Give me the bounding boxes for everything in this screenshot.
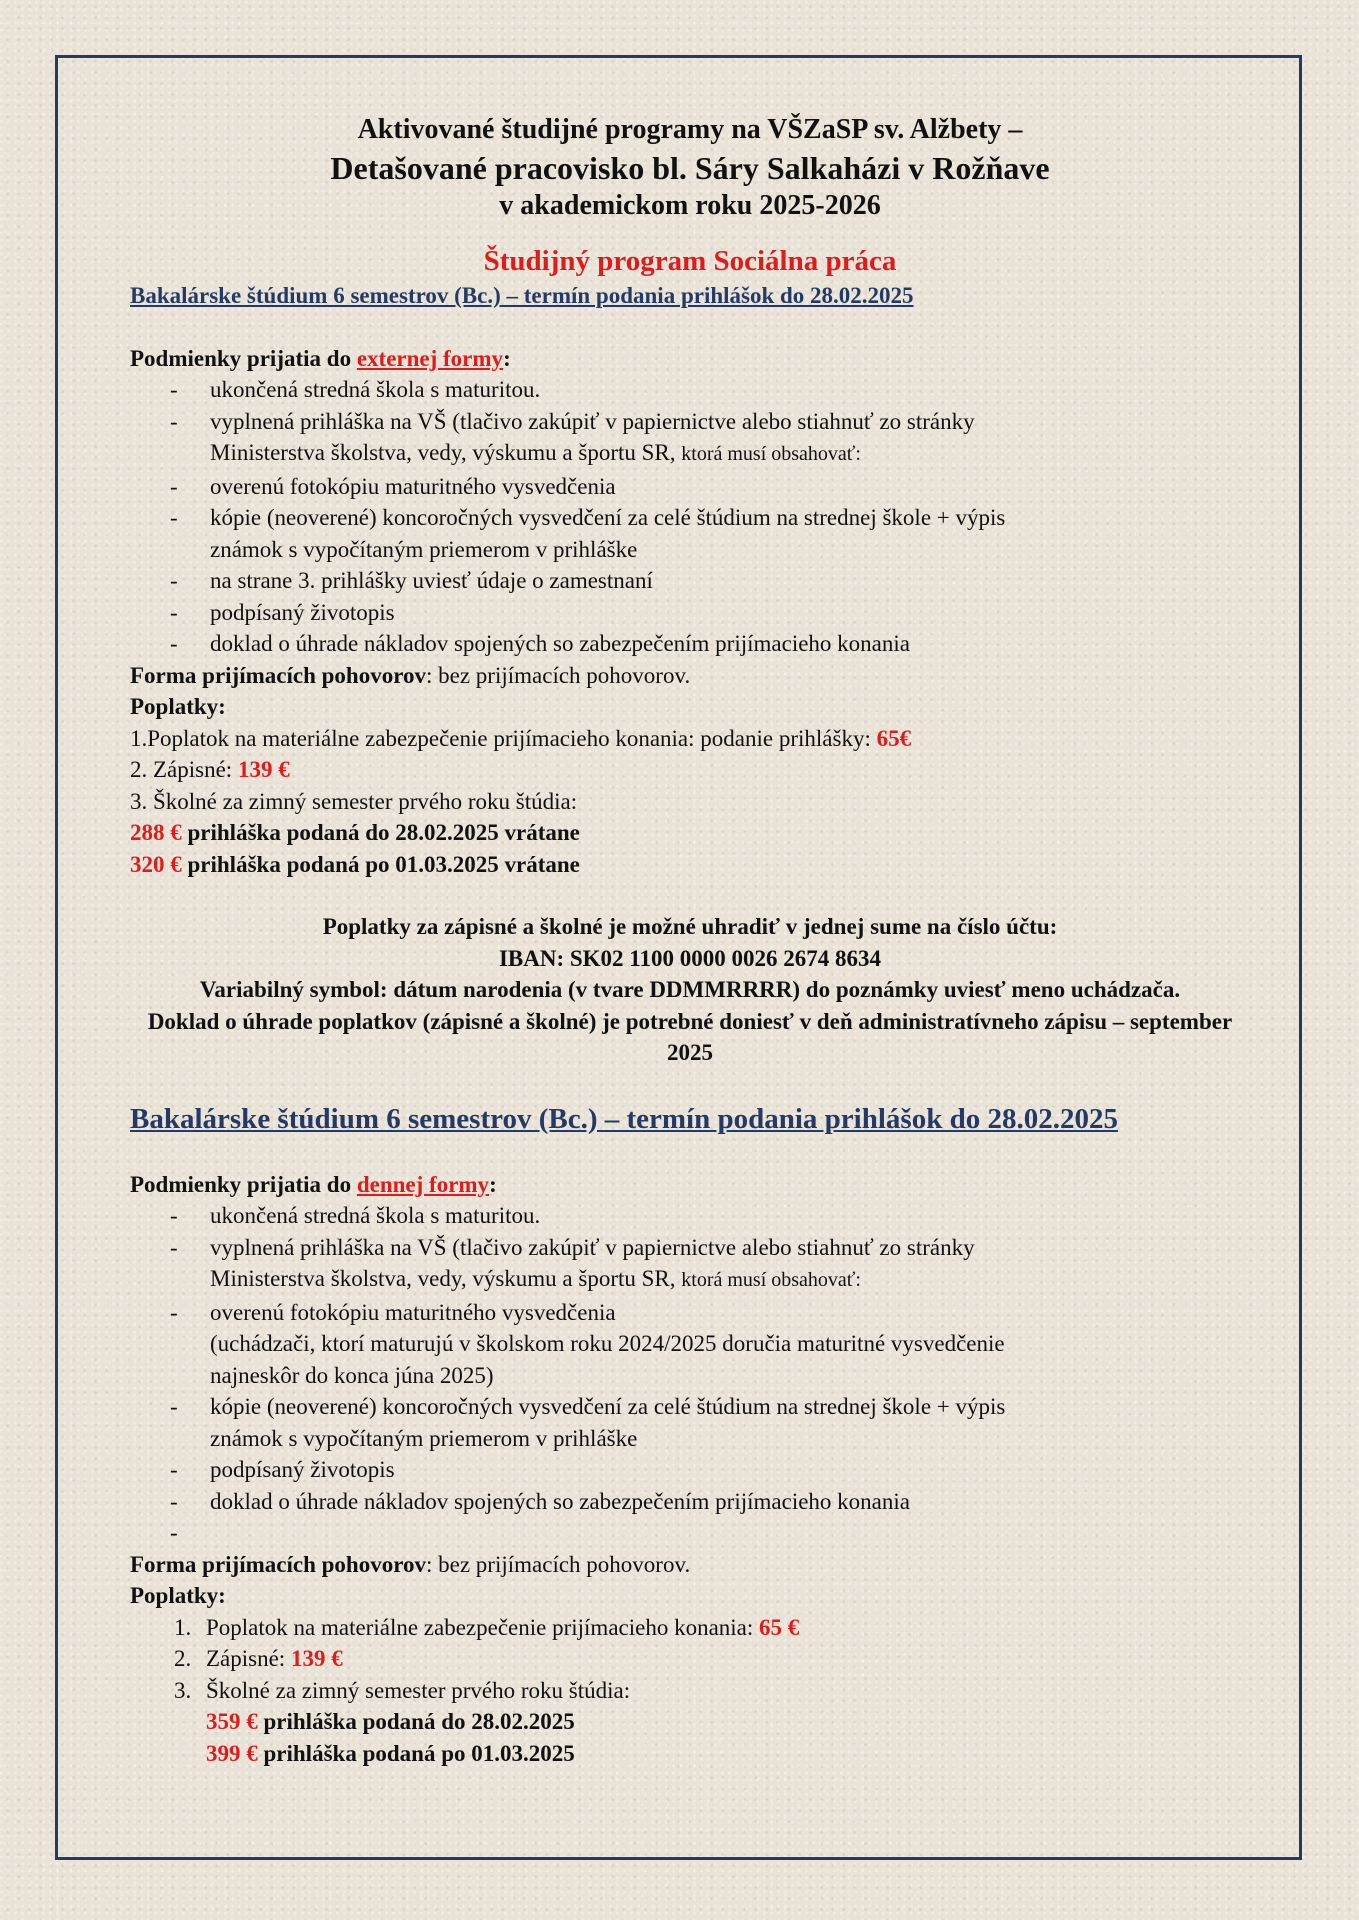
program-title: Študijný program Sociálna práca (483, 245, 897, 277)
section1-fee-2: 2. Zápisné: 139 € (130, 757, 290, 782)
list-item: 1. Poplatok na materiálne zabezpečenie prijímacieho konania: 65 € (174, 1614, 800, 1640)
list-item-continuation: (uchádzači, ktorí maturujú v školskom roku 2024/2025 doručia maturitné vysvedčenie (210, 1331, 1005, 1356)
section2-conditions-list (130, 1200, 1250, 1549)
section1-conditions-list (130, 374, 1250, 660)
title-line1: Aktivované študijné programy na VŠZaSP sv. Alžbety – (357, 114, 1023, 145)
list-item: - na strane 3. prihlášky uviesť údaje o zamestnaní (170, 568, 653, 593)
section1-tuition-1: 288 € prihláška podaná do 28.02.2025 vrátane (130, 820, 580, 845)
list-item: - overenú fotokópiu maturitného vysvedčenia (170, 473, 616, 499)
section2-tuition-2: 399 € prihláška podaná po 01.03.2025 (206, 1740, 575, 1766)
list-item: - kópie (neoverené) koncoročných vysvedčení za celé štúdium na strednej škole + výpis (170, 505, 1006, 530)
external-form-label: externej formy (356, 345, 504, 371)
section2-conditions-heading: Podmienky prijatia do dennej formy: (130, 1171, 497, 1197)
list-item: - kópie (neoverené) koncoročných vysvedčení za celé štúdium na strednej škole + výpis (170, 1394, 1006, 1419)
title-line3: v akademickom roku 2025-2026 (499, 190, 881, 221)
section1-fee-1: 1.Poplatok na materiálne zabezpečenie prijímacieho konania: podanie prihlášky: 65€ (130, 725, 912, 751)
list-item: 2. Zápisné: 139 € (174, 1646, 343, 1671)
daily-form-label: dennej formy (356, 1171, 490, 1197)
payment-iban: IBAN: SK02 1100 0000 0026 2674 8634 (498, 945, 882, 971)
list-item: - ukončená stredná škola s maturitou. (170, 1203, 541, 1228)
list-item-continuation: najneskôr do konca júna 2025) (210, 1362, 494, 1388)
list-item: - vyplnená prihláška na VŠ (tlačivo zakúpiť v papiernictve alebo stiahnuť zo stránky (170, 1234, 975, 1260)
list-item-continuation: Ministerstva školstva, vedy, výskumu a športu SR, ktorá musí obsahovať: (210, 440, 861, 465)
title-line2: Detašované pracovisko bl. Sáry Salkaházi v Rožňave (330, 150, 1050, 186)
list-item: - podpísaný životopis (170, 1457, 395, 1482)
list-item: - (170, 1520, 178, 1545)
list-item: - doklad o úhrade nákladov spojených so zabezpečením prijímacieho konania (170, 631, 910, 656)
section1-conditions-heading: Podmienky prijatia do externej formy: (130, 345, 511, 371)
list-item-continuation: známok s vypočítaným priemerom v prihláške (210, 1425, 638, 1451)
list-item: - doklad o úhrade nákladov spojených so zabezpečením prijímacieho konania (170, 1488, 910, 1514)
document-body (130, 112, 1250, 1769)
payment-variable-symbol: Variabilný symbol: dátum narodenia (v tvare DDMMRRRR) do poznámky uviesť meno uchádzača. (199, 977, 1181, 1002)
list-item: - overenú fotokópiu maturitného vysvedčenia (170, 1299, 616, 1325)
list-item: - vyplnená prihláška na VŠ (tlačivo zakúpiť v papiernictve alebo stiahnuť zo stránky (170, 408, 975, 434)
section1-fees-heading: Poplatky: (130, 694, 226, 719)
section2-heading: Bakalárske štúdium 6 semestrov (Bc.) – termín podania prihlášok do 28.02.2025 (130, 1102, 1118, 1135)
section1-tuition-2: 320 € prihláška podaná po 01.03.2025 vrátane (130, 851, 580, 877)
section1-interview-form: Forma prijímacích pohovorov: bez prijímacích pohovorov. (130, 662, 691, 688)
section2-interview-form: Forma prijímacích pohovorov: bez prijímacích pohovorov. (130, 1551, 691, 1577)
list-item-continuation: Ministerstva školstva, vedy, výskumu a športu SR, ktorá musí obsahovať: (210, 1266, 861, 1291)
list-item: - ukončená stredná škola s maturitou. (170, 377, 541, 402)
section1-heading: Bakalárske štúdium 6 semestrov (Bc.) – termín podania prihlášok do 28.02.2025 (130, 283, 914, 308)
section1-fee-3: 3. Školné za zimný semester prvého roku štúdia: (130, 788, 578, 814)
payment-info-line1: Poplatky za zápisné a školné je možné uhradiť v jednej sume na číslo účtu: (322, 914, 1058, 939)
section2-fees-list (130, 1612, 1250, 1707)
section2-fees-heading: Poplatky: (130, 1583, 226, 1608)
list-item: - podpísaný životopis (170, 599, 395, 625)
section2-tuition-1: 359 € prihláška podaná do 28.02.2025 (206, 1709, 575, 1734)
list-item: 3. Školné za zimný semester prvého roku štúdia: (174, 1677, 631, 1703)
payment-receipt-note: Doklad o úhrade poplatkov (zápisné a školné) je potrebné doniesť v deň administratívneho zápisu – september 2025 (147, 1008, 1233, 1065)
list-item-continuation: známok s vypočítaným priemerom v prihláške (210, 536, 638, 562)
